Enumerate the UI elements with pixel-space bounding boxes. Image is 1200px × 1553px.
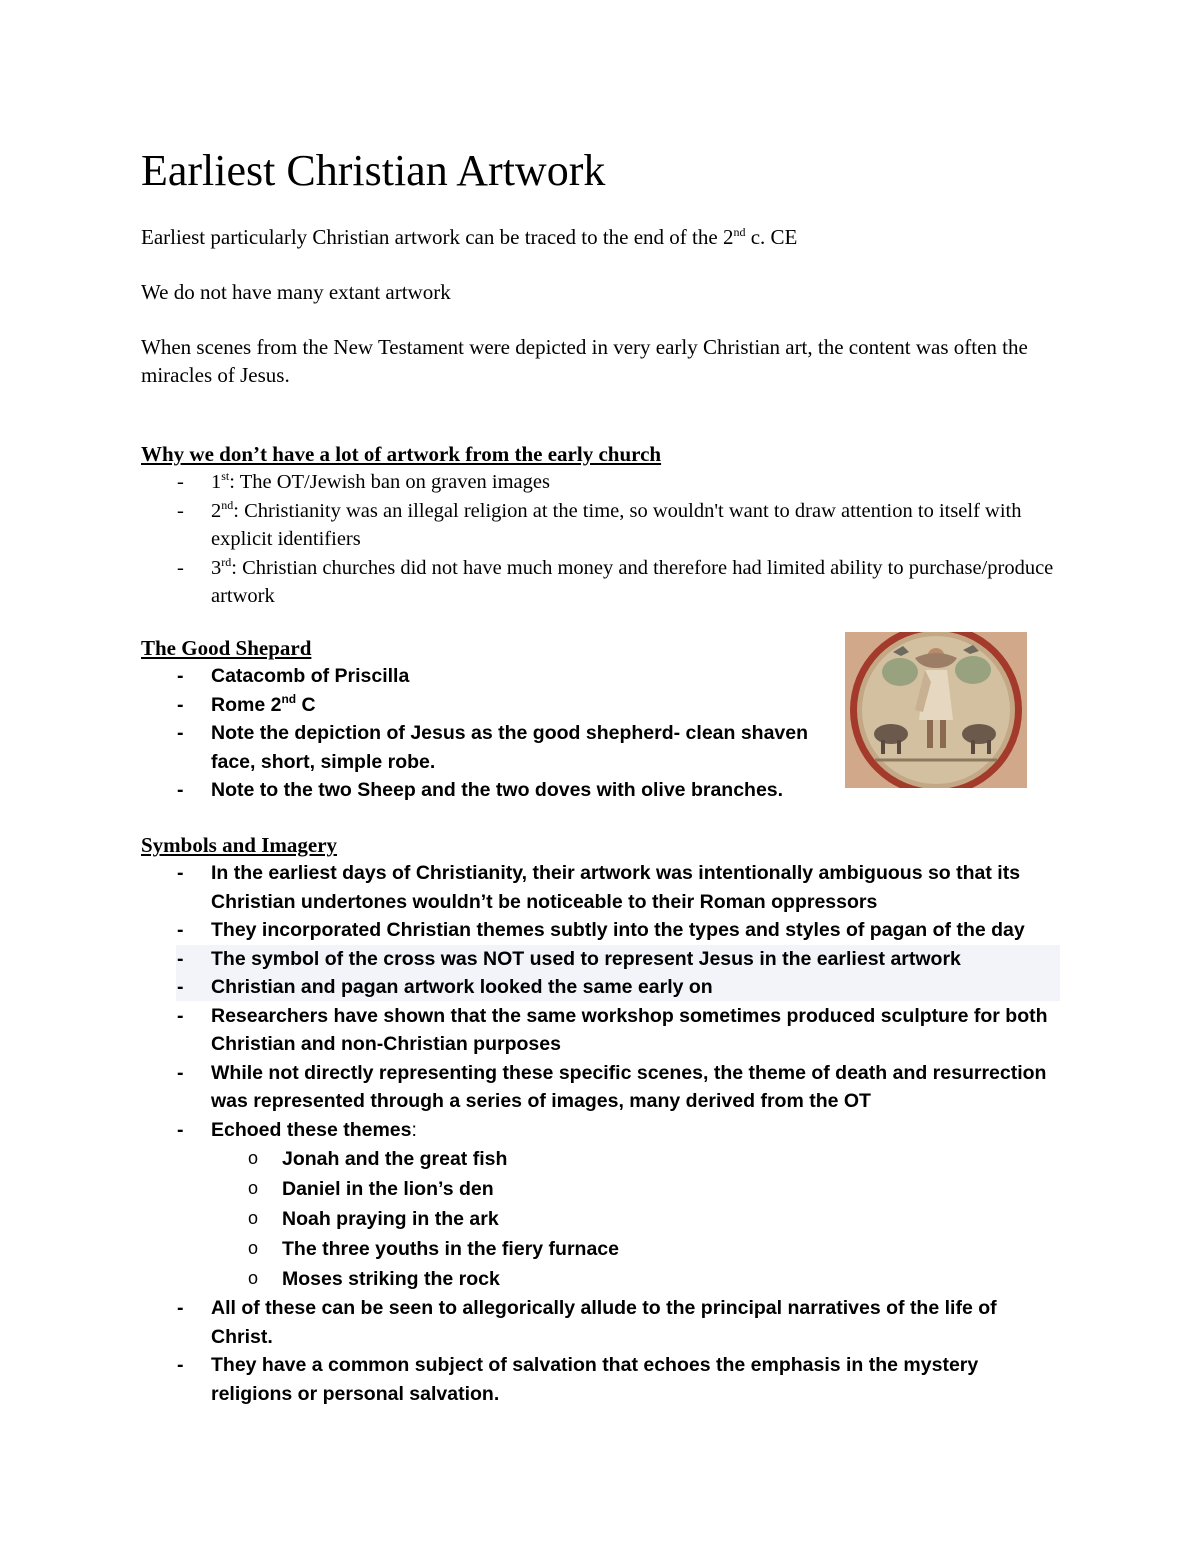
circle-bullet: o — [248, 1268, 259, 1288]
dash-bullet: - — [177, 1061, 184, 1084]
sub-list-item: o Jonah and the great fish — [211, 1144, 1061, 1174]
themes-sublist — [211, 1144, 1061, 1294]
dash-bullet: - — [177, 1297, 184, 1319]
circle-bullet: o — [248, 1208, 259, 1228]
dash-bullet: - — [177, 556, 184, 579]
section-heading-why: Why we don’t have a lot of artwork from the early church — [141, 442, 662, 466]
list-item: - Note to the two Sheep and the two doves with olive branches. — [141, 776, 911, 805]
shepherd-list — [141, 662, 841, 805]
dash-bullet: - — [177, 665, 184, 687]
circle-bullet: o — [248, 1148, 259, 1168]
section-heading-shepherd: The Good Shepard — [141, 636, 312, 660]
page-title: Earliest Christian Artwork — [141, 146, 606, 195]
list-item: - Researchers have shown that the same workshop sometimes produced sculpture for both Christian and non-Christian purposes — [141, 1002, 1061, 1059]
dash-bullet: - — [177, 1118, 184, 1141]
dash-bullet: - — [177, 722, 184, 744]
dash-bullet: - — [177, 693, 184, 716]
list-item: - In the earliest days of Christianity, their artwork was intentionally ambiguous so that its Christian undertones wouldn’t be noticeable to their Roman oppressors — [141, 859, 1061, 916]
intro-paragraph-3: When scenes from the New Testament were depicted in very early Christian art, the content was often the miracles of Jesus. — [141, 335, 1028, 387]
list-item: - All of these can be seen to allegorically allude to the principal narratives of the life of Christ. — [141, 1294, 1061, 1351]
symbols-list — [141, 859, 1061, 1408]
dash-bullet: - — [177, 471, 184, 493]
list-item: - Christian and pagan artwork looked the same early on — [141, 973, 1061, 1002]
dash-bullet: - — [177, 919, 184, 941]
list-item: - Echoed these themes: o Jonah and the great fish o Daniel in the lion’s den o Noah praying in the ark o The three youths in the fiery furnace o Moses striking the rock — [141, 1116, 1061, 1295]
dash-bullet: - — [177, 1354, 184, 1376]
dash-bullet: - — [177, 499, 184, 522]
list-item: - Rome 2nd C — [141, 691, 841, 720]
intro-paragraph-2: We do not have many extant artwork — [141, 280, 451, 304]
why-list — [141, 468, 1061, 611]
good-shepherd-fresco-image — [845, 632, 1027, 788]
sub-list-item: o Noah praying in the ark — [211, 1204, 1061, 1234]
dash-bullet: - — [177, 976, 184, 998]
list-item: - 3rd: Christian churches did not have much money and therefore had limited ability to purchase/produce artwork — [177, 554, 1054, 607]
intro-paragraph-1: Earliest particularly Christian artwork can be traced to the end of the 2nd c. CE — [141, 225, 798, 249]
list-item: - They incorporated Christian themes subtly into the types and styles of pagan of the day — [141, 916, 1061, 945]
section-heading-symbols: Symbols and Imagery — [141, 833, 338, 857]
list-item: - The symbol of the cross was NOT used to represent Jesus in the earliest artwork — [141, 945, 1061, 974]
dash-bullet: - — [177, 779, 184, 801]
list-item: - They have a common subject of salvation that echoes the emphasis in the mystery religions or personal salvation. — [141, 1351, 1061, 1408]
list-item: - While not directly representing these specific scenes, the theme of death and resurrection was represented through a series of images, many derived from the OT — [141, 1059, 1061, 1116]
list-item: - Catacomb of Priscilla — [141, 662, 841, 691]
list-item: - 2nd: Christianity was an illegal religion at the time, so wouldn't want to draw attention to itself with explicit identifiers — [177, 497, 1022, 550]
list-item: - 1st: The OT/Jewish ban on graven images — [141, 468, 1061, 497]
circle-bullet: o — [248, 1238, 259, 1258]
sub-list-item: o Daniel in the lion’s den — [211, 1174, 1061, 1204]
dash-bullet: - — [177, 947, 184, 970]
sub-list-item: o Moses striking the rock — [211, 1264, 1061, 1294]
list-item: - Note the depiction of Jesus as the good shepherd- clean shaven face, short, simple robe. — [141, 719, 841, 776]
sub-list-item: o The three youths in the fiery furnace — [211, 1234, 1061, 1264]
dash-bullet: - — [177, 1004, 184, 1027]
dash-bullet: - — [177, 862, 184, 884]
circle-bullet: o — [248, 1178, 259, 1198]
